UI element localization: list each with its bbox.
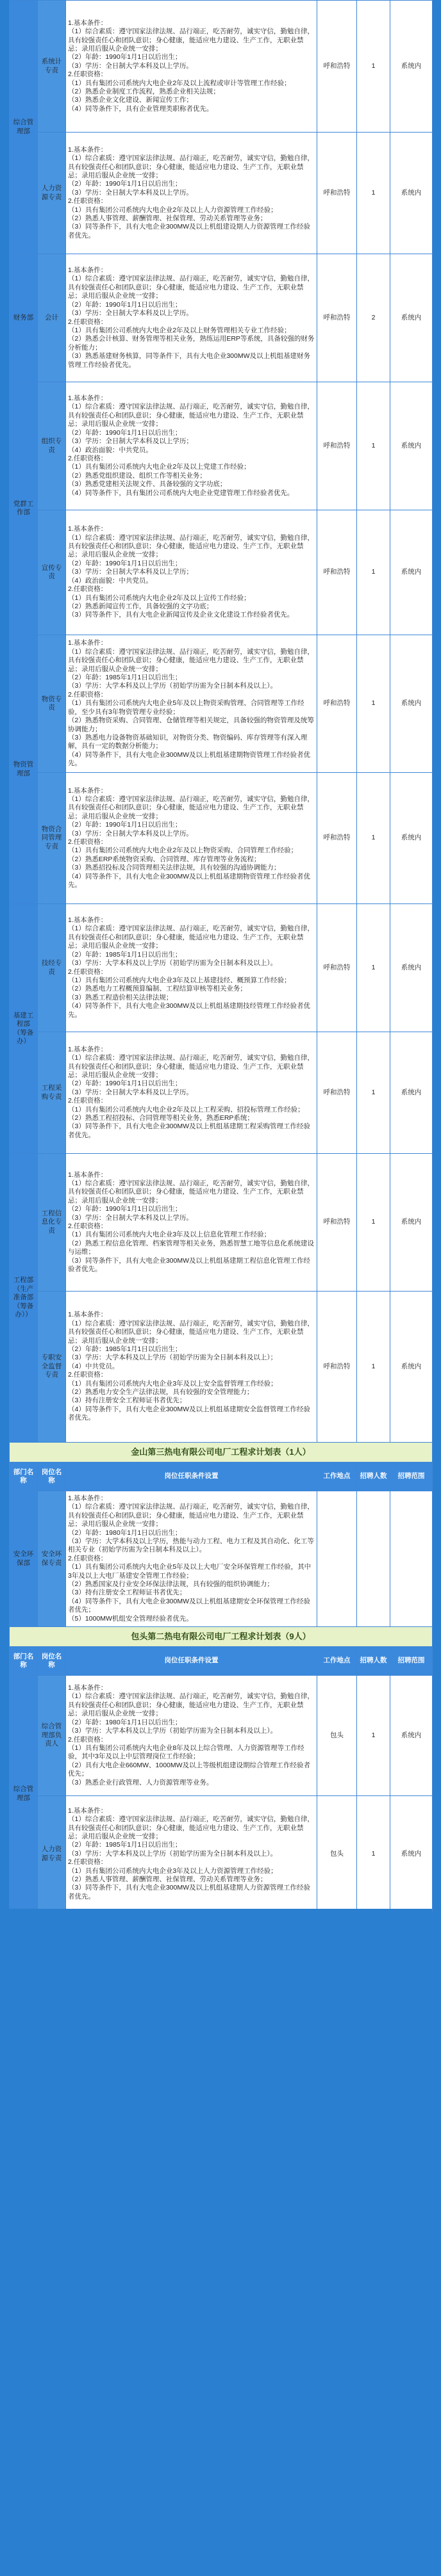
table-row <box>10 1676 433 1796</box>
headcount-cell: 2 <box>357 254 390 382</box>
recruitment-table <box>9 0 433 1913</box>
position-cell: 专职安全监督专责 <box>38 1292 66 1443</box>
department-cell: 安全环保部 <box>10 1491 38 1627</box>
requirements-cell: 1.基本条件： （1）综合素质：遵守国家法律法规、品行端正，吃苦耐劳，诚实守信，勤勉自律，具有较强责任心和团队意识；身心健康，能适应电力建设、生产工作，无职业禁忌；录用后服从企业统一安排； （2）年龄：1980年1月1日以后出生； （3）学历：大学本科及以上学历，热能与动力工程、电力工程及其自动化、化工等相关专业（初始学历需为全日制本科及以上）。 2.任职资格： （1）具有集团公司系统内大电企业5年及以上大电厂安全环保管理工作经验，其中3年及以上大电厂基建安全管理工作经验； （2）熟悉国家及行业安全环保法律法规，具有较强的组织协调能力； （3）持有注册安全工程师证书者优先； （4）同等条件下，具有大电企业300MW及以上机组基建期安全环保管理工作经验者优先； （5）1000MW机组安全管理经验者优先。 <box>66 1491 317 1627</box>
position-cell: 工程信息化专责 <box>38 1154 66 1292</box>
position-cell: 物资专责 <box>38 635 66 773</box>
table-row <box>10 382 433 510</box>
section-banner <box>10 1627 433 1647</box>
headcount-cell: 1 <box>357 1032 390 1154</box>
department-cell: 工程部（生产准备部（筹备办）） <box>10 1154 38 1443</box>
department-cell: 综合管理部 <box>10 1 38 254</box>
location-cell: 呼和浩特 <box>317 254 357 382</box>
headcount-cell: 1 <box>357 1 390 133</box>
department-cell: 财务部 <box>10 254 38 382</box>
requirements-cell: 1.基本条件： （1）综合素质：遵守国家法律法规、品行端正，吃苦耐劳，诚实守信，勤勉自律，具有较强责任心和团队意识；身心健康，能适应电力建设、生产工作，无职业禁忌；录用后服从企业统一安排； （2）年龄：1985年1月1日以后出生； （3）学历：大学本科及以上学历（初始学历需为全日制本科及以上）； （4）中共党员。 2.任职资格： （1）具有集团公司系统内大电企业3年及以上安全监督管理工作经验； （2）熟悉电力安全生产法律法规，具有较强的安全管理能力； （3）持有注册安全工程师证书者优先； （4）同等条件下，具有大电企业300MW及以上机组基建期安全监督管理工作经验者优先。 <box>66 1292 317 1443</box>
requirements-cell: 1.基本条件： （1）综合素质：遵守国家法律法规、品行端正，吃苦耐劳，诚实守信，勤勉自律，具有较强责任心和团队意识；身心健康，能适应电力建设、生产工作，无职业禁忌；录用后服从企业统一安排； （2）年龄：1980年1月1日以后出生； （3）学历：大学本科及以上学历（初始学历需为全日制本科及以上）。 2.任职资格： （1）具有集团公司系统内大电企业8年及以上综合管理、人力资源管理等工作经验，其中3年及以上中层管理岗位工作经验； （2）具有大电企业660MW、1000MW及以上等级机组建设期综合管理工作经验者优先； （3）熟悉企业行政管理、人力资源管理等业务。 <box>66 1676 317 1796</box>
requirements-cell: 1.基本条件： （1）综合素质：遵守国家法律法规、品行端正，吃苦耐劳，诚实守信，勤勉自律，具有较强责任心和团队意识；身心健康，能适应电力建设、生产工作，无职业禁忌；录用后服从企业统一安排； （2）年龄：1985年1月1日以后出生； （3）学历：大学本科及以上学历（初始学历需为全日制本科及以上）。 2.任职资格： （1）具有集团公司系统内大电企业5年及以上物资采购管理、合同管理等工作经验，至少具有3年物资管理专业经验； （2）熟悉物资采购、合同管理、仓储管理等相关规定，具备较强的物资管理及统筹协调能力； （3）熟悉电力设备物资基础知识，对物资分类、物资编码、库存管理等有深入理解，具有一定的数据分析能力； （4）同等条件下，具有大电企业300MW及以上机组基建期物资管理工作经验者优先。 <box>66 635 317 773</box>
requirements-cell: 1.基本条件： （1）综合素质：遵守国家法律法规、品行端正，吃苦耐劳，诚实守信，勤勉自律，具有较强责任心和团队意识；身心健康，能适应电力建设、生产工作，无职业禁忌；录用后服从企业统一安排； （2）年龄：1990年1月1日以后出生； （3）学历：全日制大学本科及以上学历。 2.任职资格： （1）具有集团公司系统内大电企业2年及以上财务管理相关专业工作经验； （2）熟悉会计核算、财务管理等相关业务，熟练运用ERP等系统，具备较强的财务分析能力； （3）熟悉基建财务核算，同等条件下，具有大电企业300MW及以上机组基建财务管理工作经验者优先。 <box>66 254 317 382</box>
column-header: 部门名称 <box>10 1462 38 1491</box>
requirements-cell: 1.基本条件： （1）综合素质：遵守国家法律法规、品行端正，吃苦耐劳，诚实守信，勤勉自律，具有较强责任心和团队意识；身心健康，能适应电力建设、生产工作，无职业禁忌；录用后服从企业统一安排； （2）年龄：1990年1月1日以后出生； （3）学历：全日制大学本科及以上学历。 2.任职资格： （1）具有集团公司系统内大电企业2年及以上人力资源管理工作经验； （2）熟悉人事管理、薪酬管理、社保管理、劳动关系管理等业务； （3）同等条件下，具有大电企业300MW及以上机组建设期人力资源管理工作经验者优先。 <box>66 133 317 254</box>
section-banner <box>10 1443 433 1462</box>
table-row <box>10 1292 433 1443</box>
scope-cell: 系统内 <box>390 1676 433 1796</box>
requirements-cell: 1.基本条件： （1）综合素质：遵守国家法律法规、品行端正，吃苦耐劳，诚实守信，勤勉自律，具有较强责任心和团队意识；身心健康，能适应电力建设、生产工作，无职业禁忌；录用后服从企业统一安排； （2）年龄：1990年1月1日以后出生； （3）学历：全日制大学本科及以上学历； （4）政治面貌：中共党员。 2.任职资格： （1）具有集团公司系统内大电企业2年及以上宣传工作经验； （2）熟悉新闻宣传工作，具备较强的文字功底； （3）同等条件下，具有大电企业新闻宣传及企业文化建设工作经验者优先。 <box>66 510 317 635</box>
location-cell: 呼和浩特 <box>317 904 357 1032</box>
location-cell: 呼和浩特 <box>317 635 357 773</box>
location-cell: 呼和浩特 <box>317 1292 357 1443</box>
column-header: 招聘人数 <box>357 1647 390 1676</box>
table-row <box>10 510 433 635</box>
requirements-cell: 1.基本条件： （1）综合素质：遵守国家法律法规、品行端正，吃苦耐劳，诚实守信，勤勉自律，具有较强责任心和团队意识；身心健康，能适应电力建设、生产工作，无职业禁忌；录用后服从企业统一安排； （2）年龄：1990年1月1日以后出生； （3）学历：全日制大学本科及以上学历。 2.任职资格： （1）具有集团公司系统内大电企业2年及以上工程采购、招投标管理工作经验； （2）熟悉工程招投标、合同管理等相关业务，熟悉ERP系统； （3）同等条件下，具有大电企业300MW及以上机组基建期工程采购管理工作经验者优先。 <box>66 1032 317 1154</box>
headcount-cell: 1 <box>357 1676 390 1796</box>
column-header: 工作地点 <box>317 1647 357 1676</box>
column-header: 岗位任职条件设置 <box>66 1462 317 1491</box>
table-row <box>10 1491 433 1627</box>
table-row <box>10 1796 433 1913</box>
table-row <box>10 773 433 904</box>
column-header: 岗位名称 <box>38 1647 66 1676</box>
column-header: 工作地点 <box>317 1462 357 1491</box>
table-row <box>10 133 433 254</box>
location-cell: 包头 <box>317 1676 357 1796</box>
scope-cell: 系统内 <box>390 510 433 635</box>
scope-cell: 系统内 <box>390 904 433 1032</box>
position-cell: 安全环保专责 <box>38 1491 66 1627</box>
headcount-cell: 1 <box>357 382 390 510</box>
location-cell: 呼和浩特 <box>317 773 357 904</box>
page-footer-strip <box>9 1909 432 1913</box>
section-title: 金山第三热电有限公司电厂工程求计划表（1人） <box>10 1443 433 1462</box>
table-row <box>10 1 433 133</box>
table-row <box>10 904 433 1032</box>
scope-cell: 系统内 <box>390 254 433 382</box>
headcount-cell <box>357 1491 390 1627</box>
table-row <box>10 1032 433 1154</box>
headcount-cell: 1 <box>357 1796 390 1913</box>
scope-cell: 系统内 <box>390 1292 433 1443</box>
requirements-cell: 1.基本条件： （1）综合素质：遵守国家法律法规、品行端正，吃苦耐劳，诚实守信，勤勉自律，具有较强责任心和团队意识；身心健康，能适应电力建设、生产工作，无职业禁忌；录用后服从企业统一安排； （2）年龄：1990年1月1日以后出生； （3）学历：全日制大学本科及以上学历； （4）政治面貌：中共党员。 2.任职资格： （1）具有集团公司系统内大电企业2年及以上党建工作经验； （2）熟悉党组织建设、组织工作等相关业务； （3）熟悉党建相关法规文件、具备较强的文字功底； （4）同等条件下，具有集团公司系统内大电企业党建管理工作经验者优先。 <box>66 382 317 510</box>
location-cell: 呼和浩特 <box>317 510 357 635</box>
scope-cell <box>390 1491 433 1627</box>
column-header: 招聘范围 <box>390 1462 433 1491</box>
column-header: 岗位名称 <box>38 1462 66 1491</box>
column-header: 招聘人数 <box>357 1462 390 1491</box>
position-cell: 人力资源专责 <box>38 1796 66 1913</box>
location-cell: 包头 <box>317 1796 357 1913</box>
column-header: 岗位任职条件设置 <box>66 1647 317 1676</box>
department-cell: 综合管理部 <box>10 1676 38 1913</box>
position-cell: 人力资源专责 <box>38 133 66 254</box>
scope-cell: 系统内 <box>390 773 433 904</box>
location-cell: 呼和浩特 <box>317 382 357 510</box>
position-cell: 会计 <box>38 254 66 382</box>
position-cell: 综合管理部负责人 <box>38 1676 66 1796</box>
department-cell: 基建工程部（筹备办） <box>10 904 38 1154</box>
headcount-cell: 1 <box>357 904 390 1032</box>
section-title: 包头第二热电有限公司电厂工程求计划表（9人） <box>10 1627 433 1647</box>
requirements-cell: 1.基本条件： （1）综合素质：遵守国家法律法规、品行端正，吃苦耐劳，诚实守信，勤勉自律，具有较强责任心和团队意识；身心健康，能适应电力建设、生产工作，无职业禁忌；录用后服从企业统一安排； （2）年龄：1990年1月1日以后出生； （3）学历：全日制大学本科及以上学历。 2.任职资格： （1）具有集团公司系统内大电企业2年及以上流程或审计等管理工作经验； （2）熟悉企业制度工作流程，熟悉企业相关法规； （3）熟悉企业文化建设、新闻宣传工作； （4）同等条件下，具有企业管理类职称者优先。 <box>66 1 317 133</box>
scope-cell: 系统内 <box>390 1 433 133</box>
headcount-cell: 1 <box>357 635 390 773</box>
scope-cell: 系统内 <box>390 1032 433 1154</box>
column-header: 招聘范围 <box>390 1647 433 1676</box>
location-cell <box>317 1491 357 1627</box>
requirements-cell: 1.基本条件： （1）综合素质：遵守国家法律法规、品行端正，吃苦耐劳，诚实守信，勤勉自律，具有较强责任心和团队意识；身心健康，能适应电力建设、生产工作，无职业禁忌；录用后服从企业统一安排； （2）年龄：1990年1月1日以后出生； （3）学历：全日制大学本科及以上学历。 2.任职资格： （1）具有集团公司系统内大电企业3年及以上信息化管理工作经验； （2）熟悉工程信息化管理、档案管理等相关业务，熟悉智慧工地等信息化系统建设与运维； （3）同等条件下，具有大电企业300MW及以上机组基建期工程信息化管理工作经验者优先。 <box>66 1154 317 1292</box>
scope-cell: 系统内 <box>390 382 433 510</box>
scope-cell: 系统内 <box>390 1154 433 1292</box>
requirements-cell: 1.基本条件： （1）综合素质：遵守国家法律法规、品行端正，吃苦耐劳，诚实守信，勤勉自律，具有较强责任心和团队意识；身心健康，能适应电力建设、生产工作，无职业禁忌；录用后服从企业统一安排； （2）年龄：1985年1月1日以后出生； （3）学历：大学本科及以上学历（初始学历需为全日制本科及以上）。 2.任职资格： （1）具有集团公司系统内大电企业3年及以上基建技经、概预算工作经验； （2）熟悉电力工程概预算编制、工程结算审核等相关业务； （3）熟悉工程造价相关法律法规； （4）同等条件下，具有大电企业300MW及以上机组基建期技经管理工作经验者优先。 <box>66 904 317 1032</box>
headcount-cell: 1 <box>357 1292 390 1443</box>
table-header-row <box>10 1462 433 1491</box>
position-cell: 物资合同管理专责 <box>38 773 66 904</box>
location-cell: 呼和浩特 <box>317 1032 357 1154</box>
location-cell: 呼和浩特 <box>317 1 357 133</box>
position-cell: 组织专责 <box>38 382 66 510</box>
column-header: 部门名称 <box>10 1647 38 1676</box>
department-cell: 物资管理部 <box>10 635 38 904</box>
requirements-cell: 1.基本条件： （1）综合素质：遵守国家法律法规、品行端正，吃苦耐劳，诚实守信，勤勉自律，具有较强责任心和团队意识；身心健康，能适应电力建设、生产工作，无职业禁忌；录用后服从企业统一安排； （2）年龄：1985年1月1日以后出生； （3）学历：大学本科及以上学历（初始学历需为全日制本科及以上）。 2.任职资格： （1）具有集团公司系统内大电企业3年及以上人力资源管理工作经验； （2）熟悉人事管理、薪酬管理、社保管理、劳动关系管理等业务； （3）同等条件下，具有大电企业300MW及以上机组基建期人力资源管理工作经验者优先。 <box>66 1796 317 1913</box>
scope-cell: 系统内 <box>390 133 433 254</box>
department-cell: 党群工作部 <box>10 382 38 635</box>
headcount-cell: 1 <box>357 510 390 635</box>
headcount-cell: 1 <box>357 133 390 254</box>
location-cell: 呼和浩特 <box>317 1154 357 1292</box>
position-cell: 宣传专责 <box>38 510 66 635</box>
location-cell: 呼和浩特 <box>317 133 357 254</box>
recruitment-document <box>9 0 432 1913</box>
position-cell: 系统计专责 <box>38 1 66 133</box>
requirements-cell: 1.基本条件： （1）综合素质：遵守国家法律法规、品行端正，吃苦耐劳，诚实守信，勤勉自律，具有较强责任心和团队意识；身心健康，能适应电力建设、生产工作，无职业禁忌；录用后服从企业统一安排； （2）年龄：1990年1月1日以后出生； （3）学历：全日制大学本科及以上学历。 2.任职资格： （1）具有集团公司系统内大电企业2年及以上物资采购、合同管理工作经验； （2）熟悉ERP系统物资采购、合同管理、库存管理等业务流程； （3）熟悉招投标及合同管理相关法律法规，具有较强的沟通协调能力； （4）同等条件下，具有大电企业300MW及以上机组基建期物资管理工作经验者优先。 <box>66 773 317 904</box>
position-cell: 技经专责 <box>38 904 66 1032</box>
scope-cell: 系统内 <box>390 1796 433 1913</box>
table-row <box>10 254 433 382</box>
headcount-cell: 1 <box>357 1154 390 1292</box>
table-row <box>10 635 433 773</box>
scope-cell: 系统内 <box>390 635 433 773</box>
headcount-cell: 1 <box>357 773 390 904</box>
table-row <box>10 1154 433 1292</box>
table-header-row <box>10 1647 433 1676</box>
position-cell: 工程采购专责 <box>38 1032 66 1154</box>
